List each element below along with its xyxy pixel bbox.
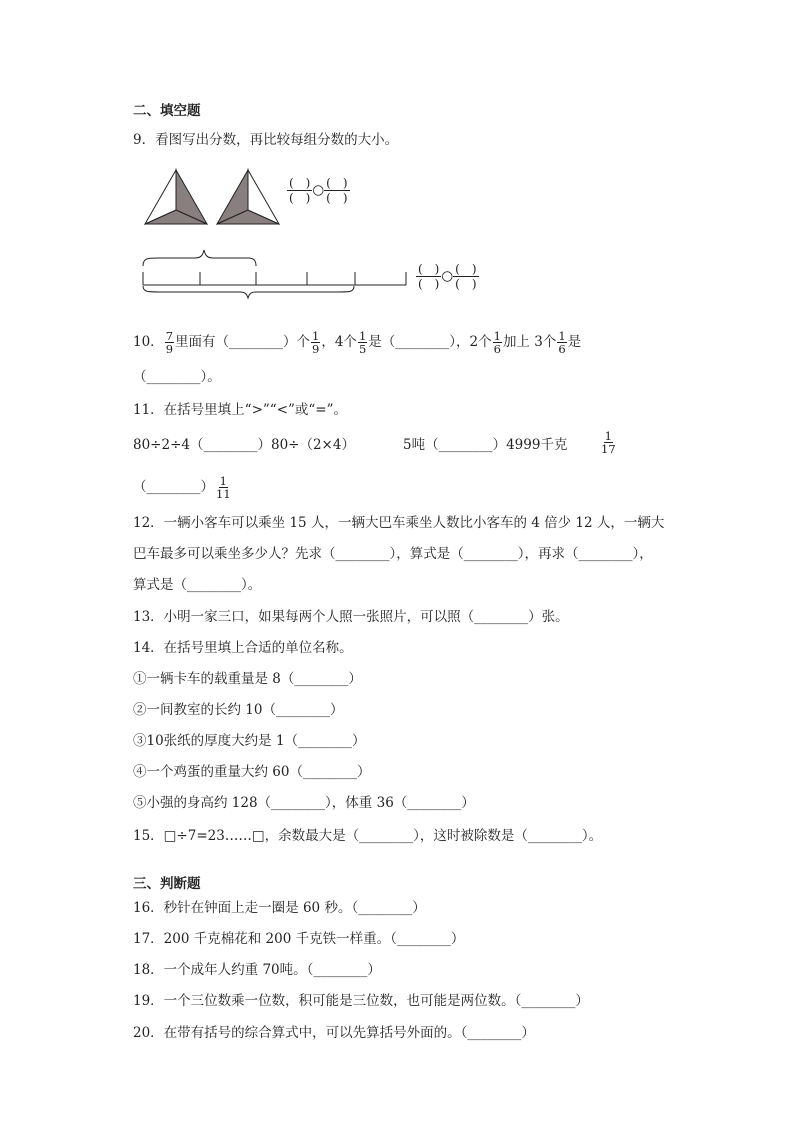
- q9-compare-group-1: [287, 176, 350, 205]
- q9-answer-fraction-4[interactable]: $\frac{( )}{( )}$: [455, 262, 477, 291]
- fraction-1-6-a: $\frac{1}{6}$: [493, 329, 501, 356]
- fraction-1-6-b: $\frac{1}{6}$: [558, 329, 566, 356]
- question-16-text[interactable]: 16．秒针在钟面上走一圈是 60 秒。（________）: [133, 900, 426, 916]
- question-11-part-d[interactable]: （________） $\frac{1}{11}$: [133, 474, 231, 501]
- question-11-part-a[interactable]: 80÷2÷4（________）80÷（2×4）: [133, 437, 355, 453]
- q9-answer-fraction-3[interactable]: $\frac{( )}{( )}$: [418, 262, 440, 291]
- question-14-item-5[interactable]: ⑤小强的身高约 128（________），体重 36（________）: [133, 795, 475, 811]
- question-15-text[interactable]: 15．□÷7=23……□，余数最大是（________），这时被除数是（________）。: [133, 828, 603, 844]
- fraction-1-11: $\frac{1}{11}$: [216, 474, 231, 501]
- question-20-text[interactable]: 20．在带有括号的综合算式中，可以先算括号外面的。（________）: [133, 1025, 535, 1041]
- q9-compare-circle-1[interactable]: ○: [312, 182, 325, 198]
- question-17-text[interactable]: 17．200 千克棉花和 200 千克铁一样重。（________）: [133, 931, 465, 947]
- section-title-fill-in: 二、填空题: [133, 103, 201, 119]
- q9-answer-fraction-1[interactable]: $\frac{( )}{( )}$: [289, 176, 311, 205]
- question-11-fraction-1-17: $\frac{1}{17}$: [601, 429, 616, 456]
- question-14-item-4[interactable]: ④一个鸡蛋的重量大约 60（________）: [133, 764, 371, 780]
- section-title-true-false: 三、判断题: [133, 876, 201, 892]
- segment-line-figure: [140, 248, 410, 300]
- q9-compare-circle-2[interactable]: ○: [441, 268, 454, 284]
- question-12-line1: 12．一辆小客车可以乘坐 15 人，一辆大巴车乘坐人数比小客车的 4 倍少 12 人，一辆大: [133, 515, 665, 531]
- fraction-1-5: $\frac{1}{5}$: [358, 329, 367, 356]
- question-13-text[interactable]: 13．小明一家三口，如果每两个人照一张照片，可以照（________）张。: [133, 609, 569, 625]
- question-10-text: 10． $\frac{7}{9}$ 里面有（________）个 $\frac{1}{9}$ ，4个 $\frac{1}{5}$ 是（________），2个 $\frac{1}{6}$ 加上 3个 $\frac{1}{6}$ 是: [133, 329, 582, 356]
- question-14-text: 14．在括号里填上合适的单位名称。: [133, 640, 353, 656]
- question-12-line2[interactable]: 巴车最多可以乘坐多少人？先求（________），算式是（________），再求（________），: [133, 546, 653, 562]
- question-14-item-2[interactable]: ②一间教室的长约 10（________）: [133, 702, 344, 718]
- q9-compare-group-2: [416, 262, 479, 291]
- fraction-7-9: $\frac{7}{9}$: [165, 329, 174, 356]
- q9-answer-fraction-2[interactable]: $\frac{( )}{( )}$: [326, 176, 348, 205]
- question-11-text: 11．在括号里填上“>”“<”或“=”。: [133, 402, 348, 418]
- question-10-line2[interactable]: （________）。: [133, 369, 221, 385]
- fraction-1-9: $\frac{1}{9}$: [312, 329, 320, 356]
- question-11-part-b[interactable]: 5吨（________）4999千克: [403, 437, 568, 453]
- triangle-figure-1: [143, 168, 209, 226]
- triangle-figure-2: [215, 168, 281, 226]
- question-12-line3[interactable]: 算式是（________）。: [133, 577, 262, 593]
- question-18-text[interactable]: 18．一个成年人约重 70吨。（________）: [133, 962, 381, 978]
- question-14-item-3[interactable]: ③10张纸的厚度大约是 1（________）: [133, 733, 366, 749]
- question-19-text[interactable]: 19．一个三位数乘一位数，积可能是三位数，也可能是两位数。（________）: [133, 993, 589, 1009]
- question-14-item-1[interactable]: ①一辆卡车的载重量是 8（________）: [133, 671, 362, 687]
- question-9-text: 9．看图写出分数，再比较每组分数的大小。: [133, 132, 399, 148]
